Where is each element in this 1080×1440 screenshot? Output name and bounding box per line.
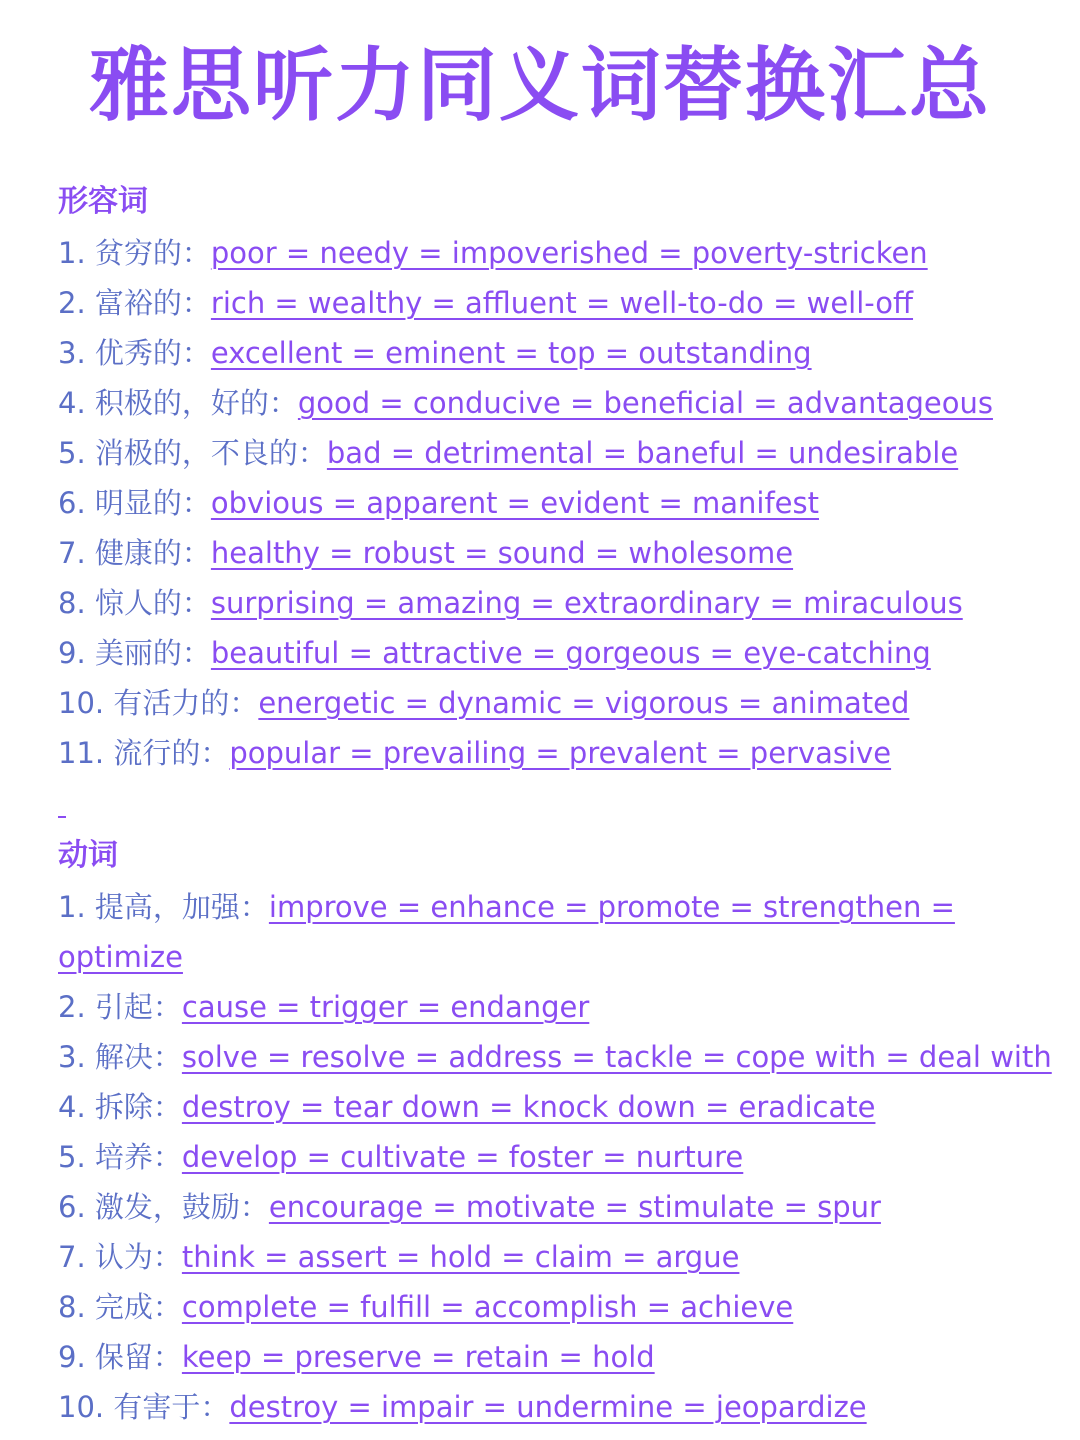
- entry-label: 5. 消极的，不良的：: [58, 436, 327, 470]
- synonym-link[interactable]: energetic = dynamic = vigorous = animated: [258, 686, 910, 720]
- synonym-link[interactable]: excellent = eminent = top = outstanding: [210, 336, 812, 370]
- entry-label: 4. 拆除：: [58, 1090, 182, 1124]
- synonym-link[interactable]: improve = enhance = promote = strengthen =: [268, 890, 955, 924]
- page-title: 雅思听力同义词替换汇总: [89, 39, 991, 132]
- entry-label: 1. 贫穷的：: [58, 236, 211, 270]
- verb-entry-1-continuation: [58, 937, 183, 977]
- adjective-entry-1: [58, 233, 928, 273]
- entry-label: 7. 健康的：: [58, 536, 211, 570]
- entry-label: 6. 明显的：: [58, 486, 211, 520]
- verb-entry-4: [58, 1087, 875, 1127]
- synonym-link[interactable]: develop = cultivate = foster = nurture: [181, 1140, 744, 1174]
- verb-entry-10: [58, 1387, 867, 1427]
- entry-label: 11. 流行的：: [58, 736, 230, 770]
- synonym-link[interactable]: healthy = robust = sound = wholesome: [210, 536, 794, 570]
- entry-label: 1. 提高，加强：: [58, 890, 269, 924]
- synonym-link[interactable]: popular = prevailing = prevalent = pervasive: [229, 736, 892, 770]
- divider-mark: [58, 816, 66, 818]
- section-heading-verbs: 动词: [58, 838, 118, 873]
- entry-label: 10. 有害于：: [58, 1390, 230, 1424]
- section-heading-adjectives: 形容词: [58, 184, 148, 219]
- synonym-link[interactable]: surprising = amazing = extraordinary = miraculous: [210, 586, 963, 620]
- verb-entry-2: [58, 987, 589, 1027]
- verb-entry-5: [58, 1137, 743, 1177]
- entry-label: 8. 惊人的：: [58, 586, 211, 620]
- entry-label: 7. 认为：: [58, 1240, 182, 1274]
- entry-label: 5. 培养：: [58, 1140, 182, 1174]
- entry-label: 6. 激发，鼓励：: [58, 1190, 269, 1224]
- verb-entry-8: [58, 1287, 793, 1327]
- verb-entry-7: [58, 1237, 739, 1277]
- adjective-entry-8: [58, 583, 963, 623]
- adjective-entry-4: [58, 383, 993, 423]
- entry-label: 2. 引起：: [58, 990, 182, 1024]
- entry-label: 2. 富裕的：: [58, 286, 211, 320]
- synonym-link[interactable]: complete = fulfill = accomplish = achieve: [181, 1290, 794, 1324]
- adjective-entry-10: [58, 683, 909, 723]
- synonym-link[interactable]: good = conducive = beneficial = advantageous: [297, 386, 993, 420]
- verb-entry-1: [58, 887, 955, 927]
- adjective-entry-11: [58, 733, 891, 773]
- adjective-entry-6: [58, 483, 819, 523]
- entry-label: 10. 有活力的：: [58, 686, 259, 720]
- adjective-entry-7: [58, 533, 793, 573]
- synonym-link[interactable]: cause = trigger = endanger: [181, 990, 590, 1024]
- synonym-link[interactable]: beautiful = attractive = gorgeous = eye-catching: [210, 636, 931, 670]
- synonym-link[interactable]: destroy = tear down = knock down = eradicate: [181, 1090, 876, 1124]
- verb-entry-3: [58, 1037, 1052, 1077]
- entry-label: 4. 积极的，好的：: [58, 386, 298, 420]
- synonym-link[interactable]: obvious = apparent = evident = manifest: [210, 486, 819, 520]
- synonym-link[interactable]: think = assert = hold = claim = argue: [181, 1240, 740, 1274]
- synonym-link[interactable]: solve = resolve = address = tackle = cope with = deal with: [181, 1040, 1052, 1074]
- adjective-entry-5: [58, 433, 958, 473]
- synonym-link[interactable]: rich = wealthy = affluent = well-to-do = well-off: [210, 286, 914, 320]
- verb-entry-9: [58, 1337, 655, 1377]
- adjective-entry-9: [58, 633, 931, 673]
- synonym-link[interactable]: optimize: [58, 940, 183, 974]
- synonym-link[interactable]: keep = preserve = retain = hold: [181, 1340, 655, 1374]
- entry-label: 8. 完成：: [58, 1290, 182, 1324]
- synonym-link[interactable]: bad = detrimental = baneful = undesirable: [326, 436, 959, 470]
- entry-label: 3. 优秀的：: [58, 336, 211, 370]
- entry-label: 3. 解决：: [58, 1040, 182, 1074]
- adjective-entry-2: [58, 283, 913, 323]
- synonym-link[interactable]: destroy = impair = undermine = jeopardize: [229, 1390, 867, 1424]
- synonym-link[interactable]: poor = needy = impoverished = poverty-stricken: [210, 236, 928, 270]
- verb-entry-6: [58, 1187, 881, 1227]
- entry-label: 9. 美丽的：: [58, 636, 211, 670]
- synonym-link[interactable]: encourage = motivate = stimulate = spur: [268, 1190, 881, 1224]
- adjective-entry-3: [58, 333, 812, 373]
- entry-label: 9. 保留：: [58, 1340, 182, 1374]
